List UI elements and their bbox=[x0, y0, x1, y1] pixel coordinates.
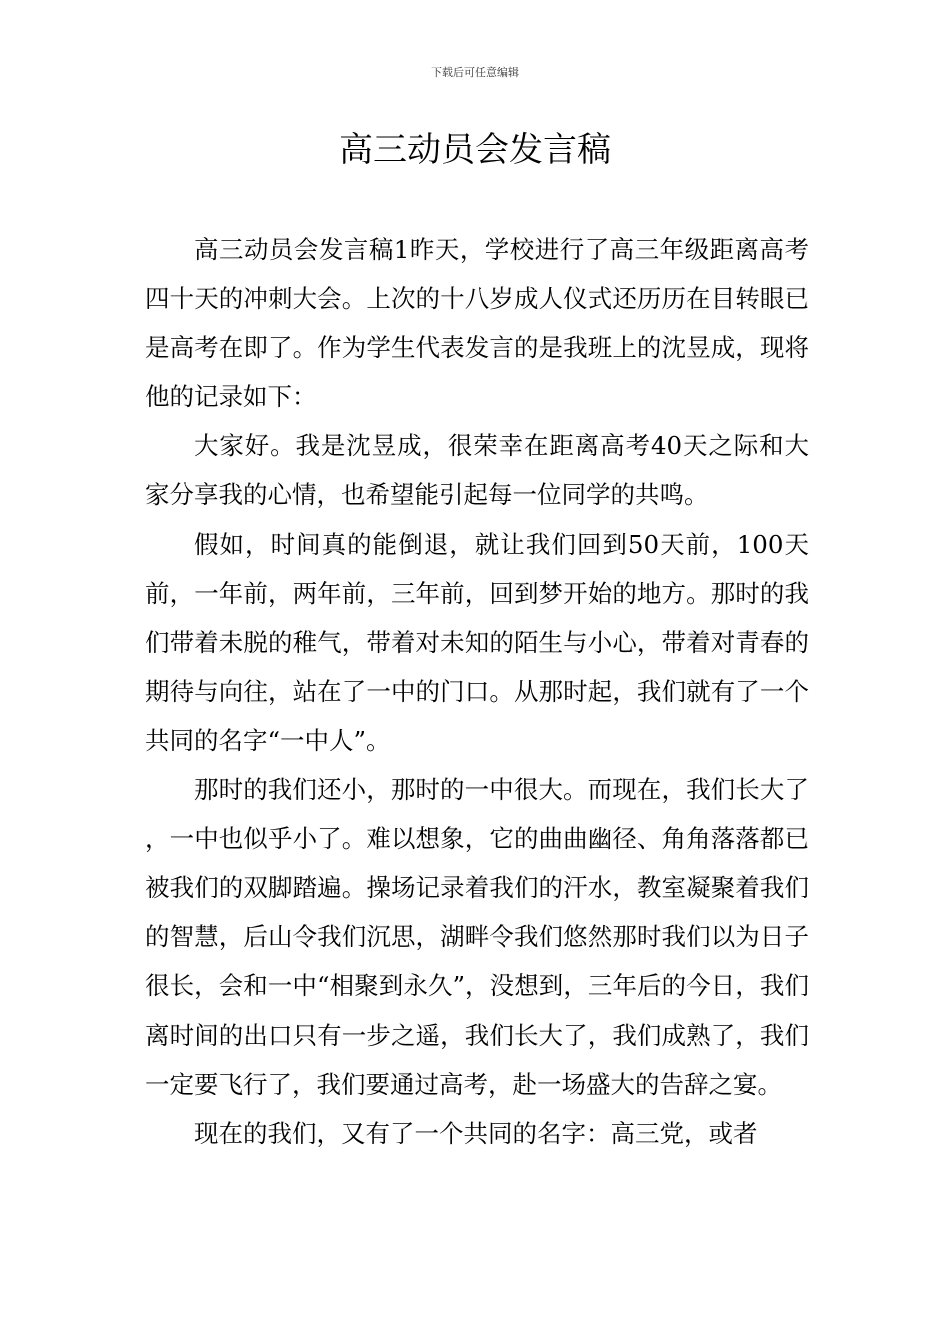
paragraph: 假如，时间真的能倒退，就让我们回到50天前，100天前，一年前，两年前，三年前，回到梦开始的地方。那时的我们带着未脱的稚气，带着对未知的陌生与小心，带着对青春的期待与向往，站在了一中的门口。从那时起，我们就有了一个共同的名字“一中人”。 bbox=[145, 529, 809, 755]
paragraph: 那时的我们还小，那时的一中很大。而现在，我们长大了，一中也似乎小了。难以想象，它的曲曲幽径、角角落落都已被我们的双脚踏遍。操场记录着我们的汗水，教室凝聚着我们的智慧，后山令我们沉思，湖畔令我们悠然那时我们以为日子很长，会和一中“相聚到永久”，没想到，三年后的今日，我们离时间的出口只有一步之遥，我们长大了，我们成熟了，我们一定要飞行了，我们要通过高考，赴一场盛大的告辞之宴。 bbox=[145, 775, 809, 1099]
document-title: 高三动员会发言稿 bbox=[339, 130, 611, 170]
header-note: 下载后可任意编辑 bbox=[431, 66, 519, 79]
document-body bbox=[145, 225, 809, 1158]
paragraph: 高三动员会发言稿1昨天，学校进行了高三年级距离高考四十天的冲刺大会。上次的十八岁成人仪式还历历在目转眼已是高考在即了。作为学生代表发言的是我班上的沈昱成，现将他的记录如下： bbox=[145, 235, 809, 412]
paragraph: 大家好。我是沈昱成，很荣幸在距离高考40天之际和大家分享我的心情，也希望能引起每一位同学的共鸣。 bbox=[145, 431, 809, 510]
paragraph: 现在的我们，又有了一个共同的名字：高三党，或者 bbox=[194, 1118, 758, 1148]
